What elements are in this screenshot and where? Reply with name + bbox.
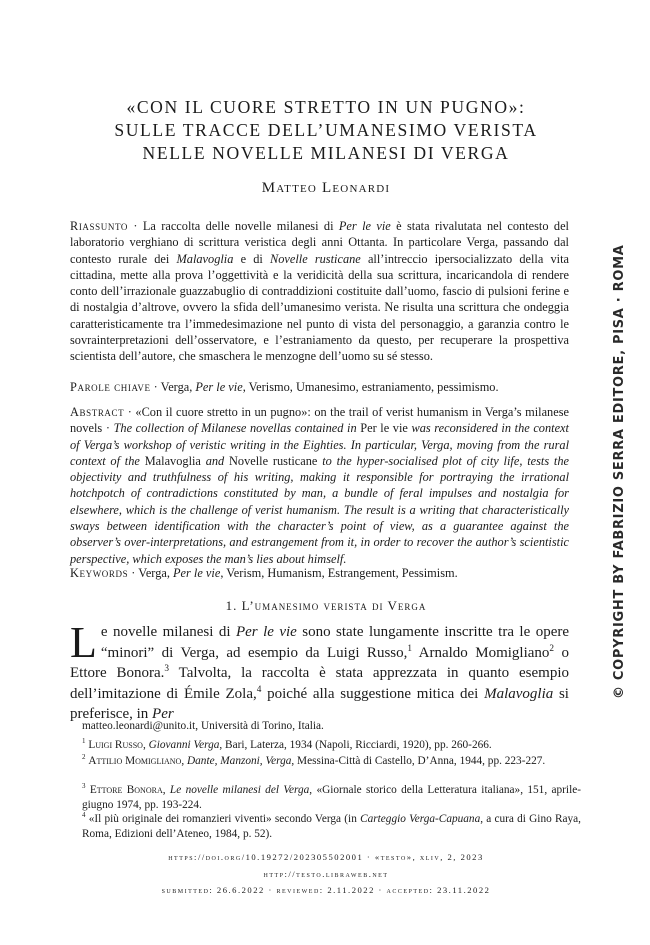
riassunto-label: Riassunto bbox=[70, 219, 128, 233]
footnote-4: $^4$ «Il più originale dei romanzieri viventi» secondo Verga (in Carteggio Verga-Capuana, a cura di Gino Raya, Roma, Edizioni dell’Ateneo, 1984, p. 52). bbox=[82, 811, 581, 840]
journal-url-link[interactable]: http://testo.libraweb.net bbox=[263, 869, 389, 879]
title-line-1: «CON IL CUORE STRETTO IN UN PUGNO»: bbox=[126, 97, 526, 117]
keywords-label: Keywords bbox=[70, 566, 129, 580]
footnote-ref-1[interactable]: 1 bbox=[407, 643, 413, 654]
footnote-ref-2[interactable]: 2 bbox=[549, 643, 555, 654]
copyright-notice bbox=[596, 190, 627, 710]
abstract-paragraph: Abstract · «Con il cuore stretto in un pugno»: on the trail of verist humanism in Verga’s milanese novels · The collection of Milanese novellas contained in Per le vie was reconsidered in the context of Verga’s workshop of veristic writing in the Eighties. In particular, Verga, moving from the rural context of the Malavoglia and Novelle rusticane to the hyper-socialised plot of city life, tests the objectivity and truthfulness of his writing, making it responsible for portraying the irrational hotchpotch of contradictions constituted by man, a bundle of feral impulses and nostalgia for elsewhere, which is the challenge of verist humanism. The result is a writing that characteristically sways between identification with the character’s point of view, as a guarantee against the observer’s over-interpretations, and estrangement from it, in order to recover the author’s scientistic perspective, which exposes the man’s lies about himself. bbox=[70, 405, 570, 566]
drop-cap: L bbox=[70, 618, 97, 667]
footnote-ref-4[interactable]: 4 bbox=[256, 684, 262, 695]
author-name: Matteo Leonardi bbox=[261, 180, 391, 196]
footnote-2: $^2$ Attilio Momigliano, Dante, Manzoni, Verga, Messina-Città di Castello, D’Anna, 1944, pp. 223-227. bbox=[82, 753, 546, 767]
riassunto-paragraph: Riassunto · La raccolta delle novelle milanesi di Per le vie è stata rivalutata nel contesto del laboratorio verghiano di scrittura veristica degli anni Ottanta. In particolare Verga, passando dal contesto rurale dei Malavoglia e di Novelle rusticane all’intreccio ipersocializzato della vita cittadina, mette alla prova l’oggettività e la veridicità della sua scrittura, incaricandola di rendere conto dell’irrazionale guazzabuglio di contraddizioni costituite dall’uomo, fascio di pulsioni ferine e di nostalgia d’altrove, ovvero la sfida dell’umanesimo verista. Ne risulta una scrittura che ondeggia caratteristicamente tra l’immedesimazione nel punto di vista del personaggio, a garanzia contro le sovrainterpretazioni dell’osservatore, e l’estraniamento da questo, per recuperare la prospettiva scientista dell’autore, che smaschera le menzogne dell’uomo su sé stesso. bbox=[70, 219, 569, 364]
footnote-ref-3[interactable]: 3 bbox=[164, 664, 170, 674]
title-line-2: SULLE TRACCE DELL’UMANESIMO VERISTA bbox=[114, 120, 538, 140]
section-heading: 1. L’umanesimo verista di Verga bbox=[225, 598, 427, 613]
parole-chiave: Parole chiave · Verga, Per le vie, Verismo, Umanesimo, estraniamento, pessimismo. bbox=[70, 380, 499, 394]
abstract-label: Abstract bbox=[70, 405, 125, 419]
footnote-3: $^3$ Ettore Bonora, Le novelle milanesi del Verga, «Giornale storico della Letteratura italiana», 151, aprile-giugno 1974, pp. 193-224. bbox=[82, 782, 581, 811]
doi-link[interactable]: https://doi.org/10.19272/202305502001 · «testo», xliv, 2, 2023 bbox=[168, 852, 484, 862]
body-paragraph: Le novelle milanesi di Per le vie sono state lungamente inscritte tra le opere “minori” di Verga, ad esempio da Luigi Russo,$^1$ Arnaldo Momigliano$^2$ o Ettore Bonora.$^3$ Talvolta, la raccolta è stata apprezzata in quanto esempio dell’imitazione di Émile Zola,$^4$ poiché alla suggestione mitica dei Malavoglia si preferisce, in Per bbox=[70, 618, 570, 722]
footnote-1: $^1$ Luigi Russo, Giovanni Verga, Bari, Laterza, 1934 (Napoli, Ricciardi, 1920), pp. 260-266. bbox=[82, 737, 492, 751]
parole-chiave-label: Parole chiave bbox=[70, 380, 151, 394]
article-title bbox=[70, 96, 582, 165]
author-email-note: matteo.leonardi@unito.it, Università di Torino, Italia. bbox=[82, 720, 324, 732]
title-line-3: NELLE NOVELLE MILANESI DI VERGA bbox=[142, 143, 510, 163]
keywords: Keywords · Verga, Per le vie, Verism, Humanism, Estrangement, Pessimism. bbox=[70, 566, 458, 580]
copyright-text: © COPYRIGHT BY FABRIZIO SERRA EDITORE, PISA · ROMA bbox=[612, 244, 627, 699]
submission-dates: submitted: 26.6.2022 · reviewed: 2.11.2022 · accepted: 23.11.2022 bbox=[161, 885, 491, 895]
